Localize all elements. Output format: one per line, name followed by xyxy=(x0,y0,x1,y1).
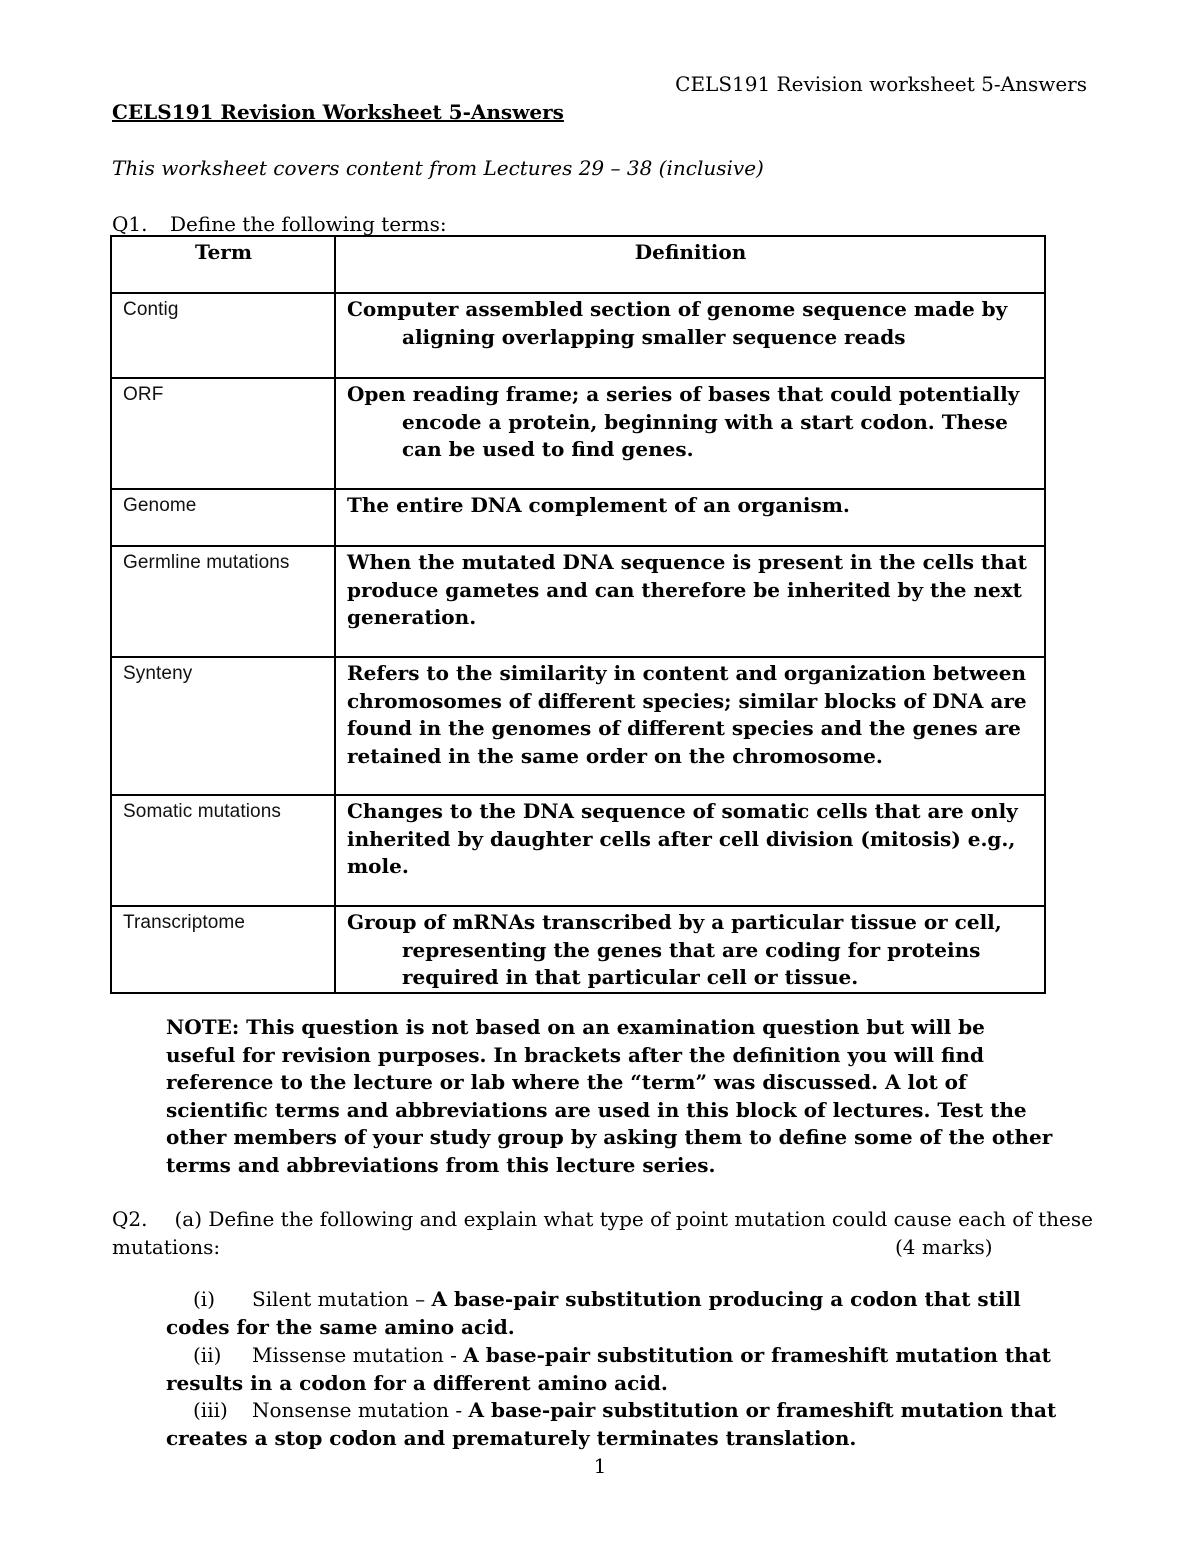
sub-question-answer: A base-pair substitution or frameshift mutation that creates a stop codon and prematurely terminates translation. xyxy=(166,1398,1057,1450)
definition-cell: Refers to the similarity in content and organization between chromosomes of different species; similar blocks of DNA are found in the genomes of different species and the genes are retained in the same order on the chromosome. xyxy=(335,657,1045,795)
term-cell: Germline mutations xyxy=(111,546,335,657)
term-cell: Genome xyxy=(111,489,335,546)
definition-cell xyxy=(335,378,1045,489)
definition-text: Group of mRNAs transcribed by a particular tissue or cell, representing the genes that are coding for proteins required in that particular cell or tissue. xyxy=(347,910,1002,989)
table-row xyxy=(111,906,1045,993)
table-row xyxy=(111,795,1045,906)
sub-question-numeral: (iii) xyxy=(193,1398,228,1422)
question-number: Q2. xyxy=(112,1207,148,1231)
question-text: Define the following terms: xyxy=(170,212,447,236)
question-text: Define the following and explain what type of point mutation could cause each of these mutations: xyxy=(112,1207,1093,1259)
sub-question-numeral: (ii) xyxy=(193,1343,222,1367)
table-row xyxy=(111,546,1045,657)
definition-text: Computer assembled section of genome sequence made by aligning overlapping smaller sequence reads xyxy=(347,297,1008,349)
definition-cell: The entire DNA complement of an organism. xyxy=(335,489,1045,546)
marks-label: (4 marks) xyxy=(895,1234,993,1259)
table-header-row xyxy=(111,236,1045,293)
term-cell: Transcriptome xyxy=(111,906,335,993)
definition-cell: Changes to the DNA sequence of somatic cells that are only inherited by daughter cells after cell division (mitosis) e.g., mole. xyxy=(335,795,1045,906)
term-cell: Contig xyxy=(111,293,335,378)
sub-question xyxy=(166,1342,1086,1397)
page-title: CELS191 Revision Worksheet 5-Answers xyxy=(112,100,564,124)
page-number: 1 xyxy=(593,1454,607,1478)
definition-cell: When the mutated DNA sequence is present in the cells that produce gametes and can therefore be inherited by the next generation. xyxy=(335,546,1045,657)
sub-question-answer: A base-pair substitution or frameshift mutation that results in a codon for a different amino acid. xyxy=(166,1343,1051,1395)
sub-question xyxy=(166,1286,1086,1341)
subtitle: This worksheet covers content from Lectures 29 – 38 (inclusive) xyxy=(112,156,764,180)
table-row xyxy=(111,378,1045,489)
column-header-term: Term xyxy=(111,236,335,293)
definition-cell xyxy=(335,906,1045,993)
sub-question-answer: A base-pair substitution producing a codon that still codes for the same amino acid. xyxy=(166,1287,1021,1339)
column-header-definition: Definition xyxy=(335,236,1045,293)
sub-question-numeral: (i) xyxy=(193,1287,216,1311)
sub-question-label: Nonsense mutation - xyxy=(252,1398,463,1422)
sub-question-label: Silent mutation – xyxy=(252,1287,426,1311)
term-cell: ORF xyxy=(111,378,335,489)
sub-question xyxy=(166,1397,1086,1452)
revision-note: NOTE: This question is not based on an examination question but will be useful for revision purposes. In brackets after the definition you will find reference to the lecture or lab where the “term” was discussed. A lot of scientific terms and abbreviations are used in this block of lectures. Test the other members of your study group by asking them to define some of the other terms and abbreviations from this lecture series. xyxy=(166,1015,1053,1177)
sub-question-label: Missense mutation - xyxy=(252,1343,457,1367)
term-cell: Somatic mutations xyxy=(111,795,335,906)
table-row xyxy=(111,657,1045,795)
table-row xyxy=(111,489,1045,546)
definitions-table xyxy=(110,235,1046,994)
table-row xyxy=(111,293,1045,378)
question-number: Q1. xyxy=(112,212,148,236)
definition-cell xyxy=(335,293,1045,378)
running-header: CELS191 Revision worksheet 5-Answers xyxy=(675,72,1087,96)
term-cell: Synteny xyxy=(111,657,335,795)
question-part: (a) xyxy=(174,1207,203,1231)
definition-text: Open reading frame; a series of bases that could potentially encode a protein, beginning with a start codon. These can be used to find genes. xyxy=(347,382,1020,461)
question-1-prompt xyxy=(112,212,447,236)
question-2-prompt xyxy=(112,1206,1102,1261)
